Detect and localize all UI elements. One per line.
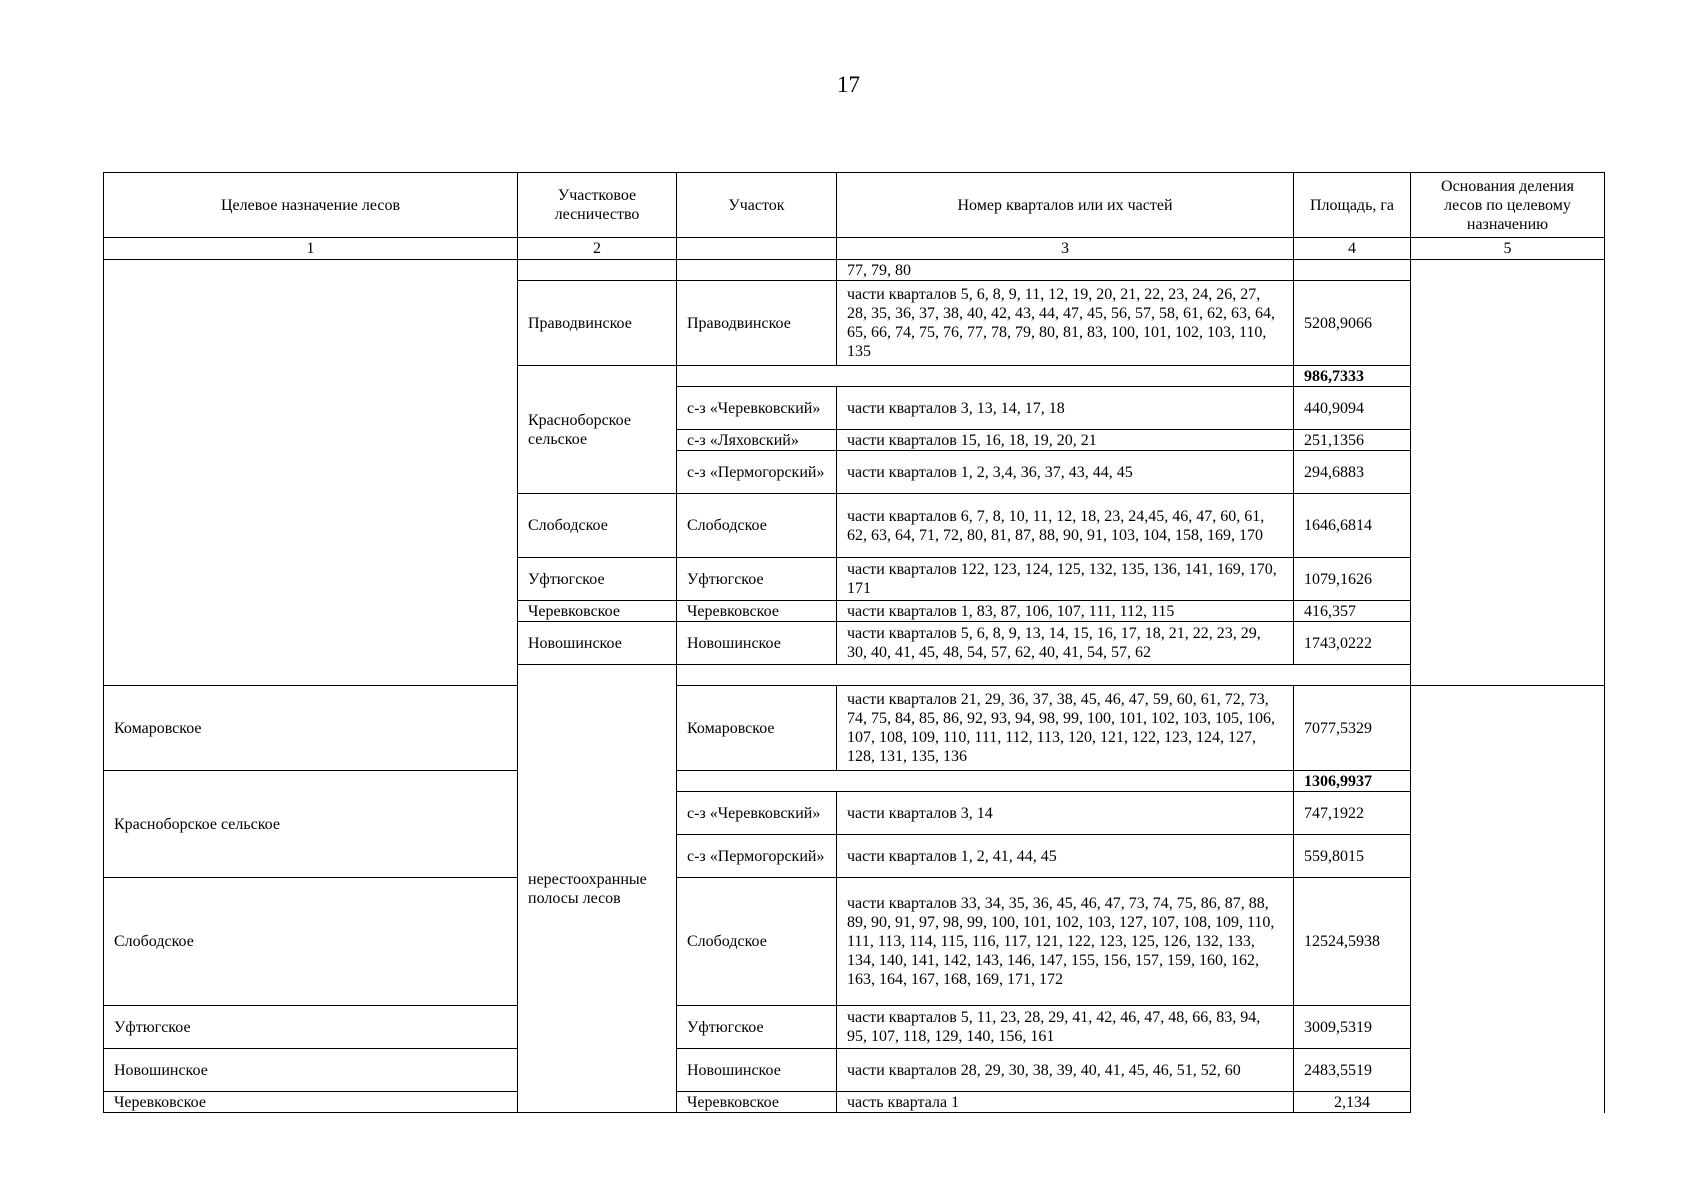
quarters-cell: части кварталов 3, 14 xyxy=(837,792,1294,835)
quarters-cell: части кварталов 1, 2, 41, 44, 45 xyxy=(837,835,1294,878)
quarters-cell: части кварталов 15, 16, 18, 19, 20, 21 xyxy=(837,430,1294,451)
colnum-3: 3 xyxy=(837,238,1294,260)
forestry-cell: Черевковское xyxy=(518,601,677,622)
header-forestry: Участковое лесничество xyxy=(518,173,677,238)
site-cell: Уфтюгское xyxy=(677,558,837,601)
area-cell: 440,9094 xyxy=(1294,387,1411,430)
forestry-cell: Уфтюгское xyxy=(104,1006,518,1049)
area-cell: 1079,1626 xyxy=(1294,558,1411,601)
forestry-cell: Новошинское xyxy=(104,1049,518,1092)
forestry-cell: Красноборское сельское xyxy=(104,771,518,878)
forestry-cell: Новошинское xyxy=(518,622,677,665)
site-cell xyxy=(677,260,837,281)
colnum-empty xyxy=(677,238,837,260)
forestry-cell: Слободское xyxy=(104,878,518,1006)
forestry-cell: Комаровское xyxy=(104,686,518,771)
header-basis: Основания деления лесов по целевому назначению xyxy=(1411,173,1605,238)
quarters-cell: части кварталов 1, 83, 87, 106, 107, 111, 112, 115 xyxy=(837,601,1294,622)
table-row xyxy=(104,1049,1605,1092)
site-cell: с-з «Пермогорский» xyxy=(677,451,837,494)
table-header-row xyxy=(104,173,1605,238)
subtotal-label-cell xyxy=(677,771,1294,792)
column-number-row xyxy=(104,238,1605,260)
subtotal-area-cell: 986,7333 xyxy=(1294,366,1411,387)
site-cell: Новошинское xyxy=(677,622,837,665)
forestry-cell: Праводвинское xyxy=(518,281,677,366)
quarters-cell: части кварталов 122, 123, 124, 125, 132, 135, 136, 141, 169, 170, 171 xyxy=(837,558,1294,601)
forestry-cell: Уфтюгское xyxy=(518,558,677,601)
table-row xyxy=(104,878,1605,1006)
header-purpose: Целевое назначение лесов xyxy=(104,173,518,238)
area-cell: 1743,0222 xyxy=(1294,622,1411,665)
site-cell: Черевковское xyxy=(677,601,837,622)
site-cell: Праводвинское xyxy=(677,281,837,366)
quarters-cell: части кварталов 5, 11, 23, 28, 29, 41, 42, 46, 47, 48, 66, 83, 94, 95, 107, 118, 129, 140, 156, 161 xyxy=(837,1006,1294,1049)
area-cell: 5208,9066 xyxy=(1294,281,1411,366)
area-cell: 294,6883 xyxy=(1294,451,1411,494)
site-cell: Уфтюгское xyxy=(677,1006,837,1049)
area-cell: 2483,5519 xyxy=(1294,1049,1411,1092)
site-cell: с-з «Ляховский» xyxy=(677,430,837,451)
table-row xyxy=(104,260,1605,281)
site-cell: Комаровское xyxy=(677,686,837,771)
quarters-cell: части кварталов 5, 6, 8, 9, 11, 12, 19, 20, 21, 22, 23, 24, 26, 27, 28, 35, 36, 37, 38, 40, 42, 43, 44, 47, 45, 56, 57, 58, 61, 62, 63, 64, 65, 66, 74, 75, 76, 77, 78, 79, 80, 81, 83, 100, 101, 102, 103, 110, 135 xyxy=(837,281,1294,366)
header-quarters: Номер кварталов или их частей xyxy=(837,173,1294,238)
purpose-cell: нерестоохранные полосы лесов xyxy=(518,665,677,1113)
area-cell: 416,357 xyxy=(1294,601,1411,622)
quarters-cell: части кварталов 21, 29, 36, 37, 38, 45, 46, 47, 59, 60, 61, 72, 73, 74, 75, 84, 85, 86, 92, 93, 94, 98, 99, 100, 101, 102, 103, 105, 106, 107, 108, 109, 110, 111, 112, 113, 120, 121, 122, 123, 124, 127, 128, 131, 135, 136 xyxy=(837,686,1294,771)
quarters-cell: части кварталов 6, 7, 8, 10, 11, 12, 18, 23, 24,45, 46, 47, 60, 61, 62, 63, 64, 71, 72, 80, 81, 87, 88, 90, 91, 103, 104, 158, 169, 170 xyxy=(837,494,1294,558)
quarters-cell: часть квартала 1 xyxy=(837,1092,1294,1113)
quarters-cell: части кварталов 33, 34, 35, 36, 45, 46, 47, 73, 74, 75, 86, 87, 88, 89, 90, 91, 97, 98, 99, 100, 101, 102, 103, 127, 107, 108, 109, 110, 111, 113, 114, 115, 116, 117, 121, 122, 123, 125, 126, 132, 133, 134, 140, 141, 142, 143, 146, 147, 155, 156, 157, 159, 160, 162, 163, 164, 167, 168, 169, 171, 172 xyxy=(837,878,1294,1006)
site-cell: Слободское xyxy=(677,878,837,1006)
subtotal-label-cell xyxy=(677,366,1294,387)
page-number: 17 xyxy=(837,72,860,97)
quarters-cell: части кварталов 28, 29, 30, 38, 39, 40, 41, 45, 46, 51, 52, 60 xyxy=(837,1049,1294,1092)
subtotal-area-cell: 1306,9937 xyxy=(1294,771,1411,792)
area-cell: 559,8015 xyxy=(1294,835,1411,878)
forestry-cell: Слободское xyxy=(518,494,677,558)
area-cell: 747,1922 xyxy=(1294,792,1411,835)
header-site: Участок xyxy=(677,173,837,238)
area-cell: 12524,5938 xyxy=(1294,878,1411,1006)
site-cell: Новошинское xyxy=(677,1049,837,1092)
quarters-cell: 77, 79, 80 xyxy=(837,260,1294,281)
basis-cell-continued xyxy=(1411,260,1605,686)
colnum-5: 5 xyxy=(1411,238,1605,260)
forestry-cell xyxy=(518,260,677,281)
area-cell: 1646,6814 xyxy=(1294,494,1411,558)
site-cell: с-з «Черевковский» xyxy=(677,387,837,430)
colnum-2: 2 xyxy=(518,238,677,260)
area-cell: 251,1356 xyxy=(1294,430,1411,451)
table-row xyxy=(104,1006,1605,1049)
colnum-4: 4 xyxy=(1294,238,1411,260)
area-cell xyxy=(1294,260,1411,281)
quarters-cell: части кварталов 3, 13, 14, 17, 18 xyxy=(837,387,1294,430)
forest-purpose-table xyxy=(103,172,1605,1113)
total-label-cell xyxy=(677,665,1411,686)
site-cell: Черевковское xyxy=(677,1092,837,1113)
site-cell: с-з «Черевковский» xyxy=(677,792,837,835)
table-row xyxy=(104,771,1605,792)
area-cell: 3009,5319 xyxy=(1294,1006,1411,1049)
area-cell: 2,134 xyxy=(1294,1092,1411,1113)
colnum-1: 1 xyxy=(104,238,518,260)
quarters-cell: части кварталов 1, 2, 3,4, 36, 37, 43, 44, 45 xyxy=(837,451,1294,494)
site-cell: с-з «Пермогорский» xyxy=(677,835,837,878)
quarters-cell: части кварталов 5, 6, 8, 9, 13, 14, 15, 16, 17, 18, 21, 22, 23, 29, 30, 40, 41, 45, 48, 54, 57, 62, 40, 41, 54, 57, 62 xyxy=(837,622,1294,665)
table-row xyxy=(104,1092,1605,1113)
purpose-cell-continued xyxy=(104,260,518,686)
forestry-cell: Черевковское xyxy=(104,1092,518,1113)
forestry-cell: Красноборское сельское xyxy=(518,366,677,494)
area-cell: 7077,5329 xyxy=(1294,686,1411,771)
site-cell: Слободское xyxy=(677,494,837,558)
header-area: Площадь, га xyxy=(1294,173,1411,238)
table-row xyxy=(104,686,1605,771)
